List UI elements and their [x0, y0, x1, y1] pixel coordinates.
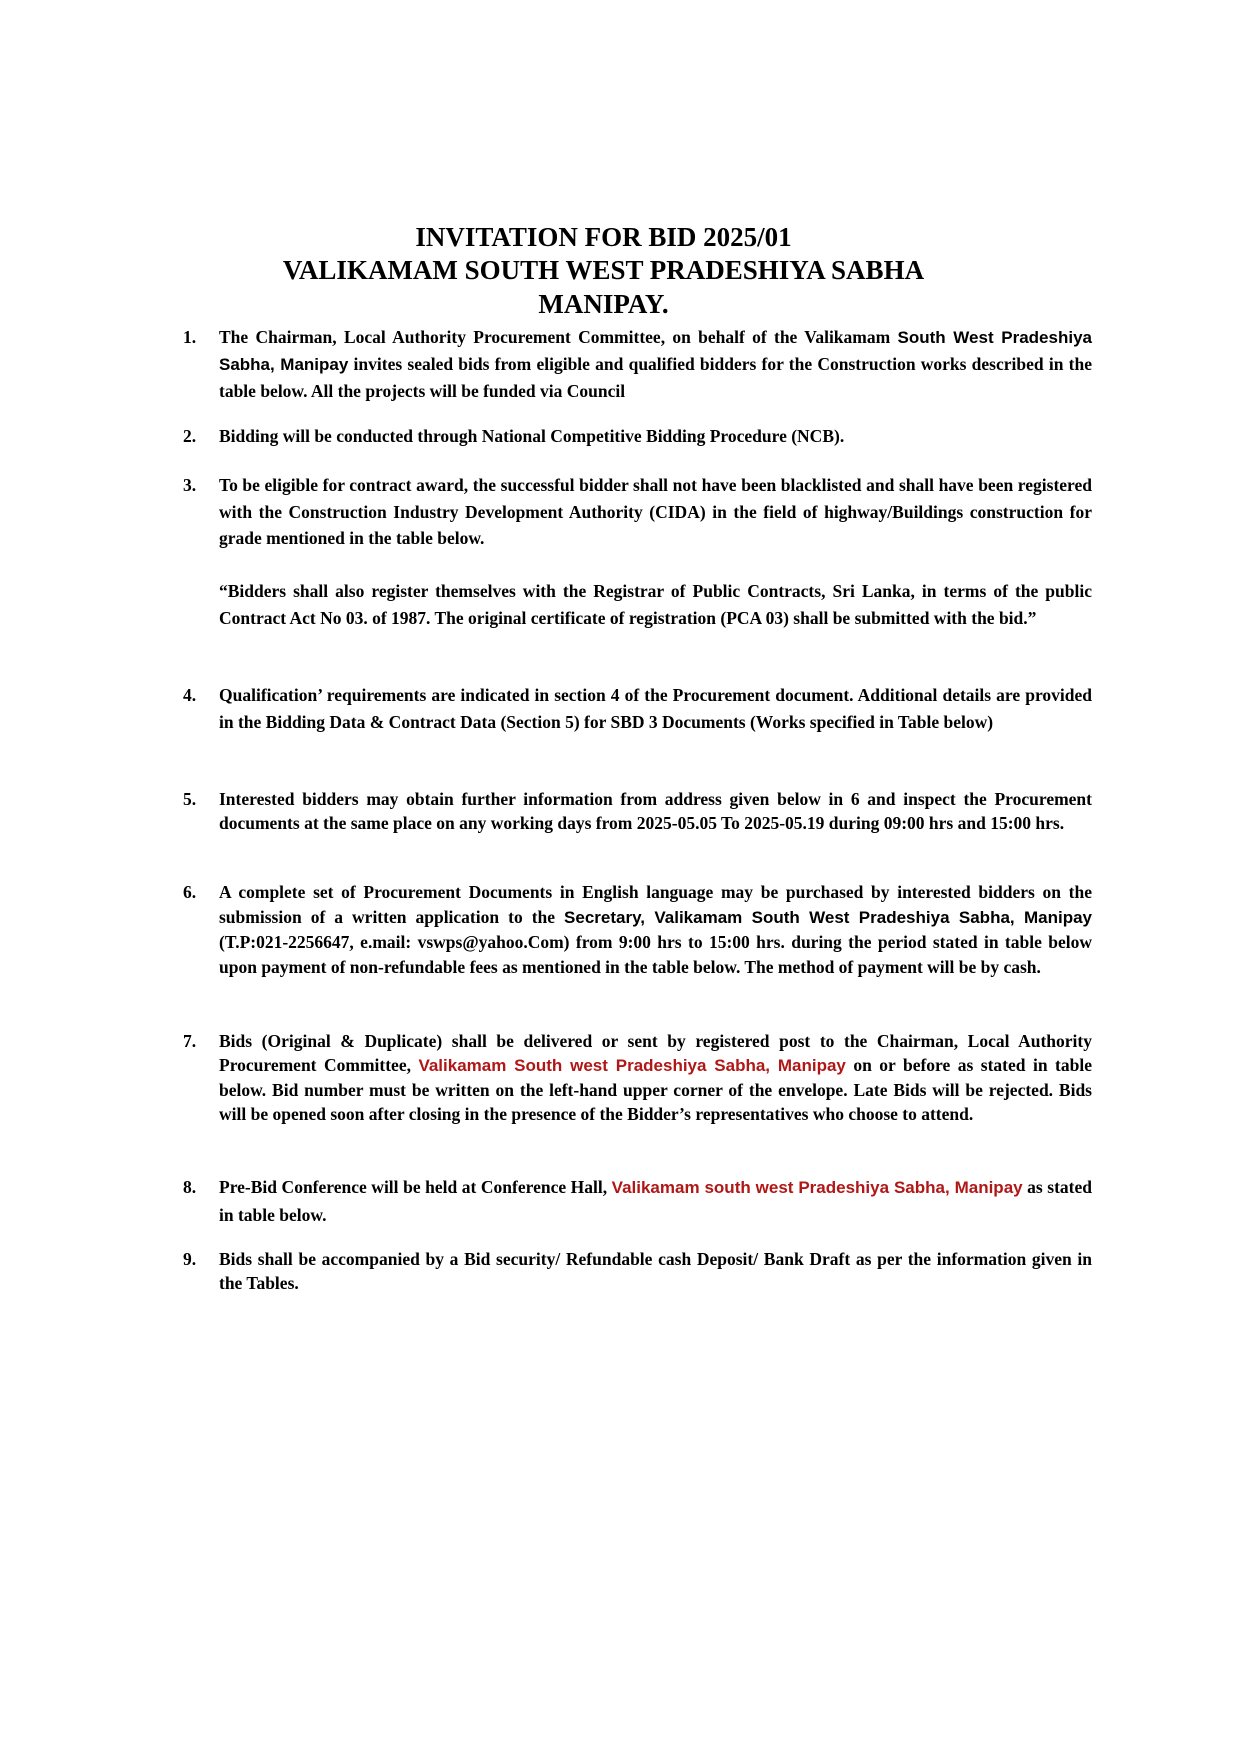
text-segment: invites sealed bids from eligible and qualified bidders for the Construction works described in the table below. All the projects will be funded via Council — [219, 354, 1092, 401]
list-item-5 — [183, 788, 1092, 835]
list-item-number: 4. — [183, 685, 197, 705]
list-item-3 — [183, 472, 1092, 552]
list-item-number: 1. — [183, 327, 197, 347]
list-item-text — [219, 324, 1092, 404]
text-segment: A complete set of Procurement Documents in English language may be purchased by interested bidders on the submission of a written application to the — [219, 882, 1092, 927]
list-item-text — [219, 880, 1092, 980]
list-item-4 — [183, 682, 1092, 735]
organization-name: VALIKAMAM SOUTH WEST PRADESHIYA SABHA — [282, 255, 925, 285]
document-title: INVITATION FOR BID 2025/01 — [415, 222, 792, 252]
list-item-3-quote — [183, 578, 1092, 632]
list-item-text — [219, 1029, 1092, 1126]
list-item-text — [219, 1174, 1092, 1228]
text-segment: as stated in table below. — [219, 1177, 1092, 1225]
list-item-text: Bids shall be accompanied by a Bid security/ Refundable cash Deposit/ Bank Draft as per the information given in the Tables. — [219, 1249, 1092, 1293]
list-item-number: 3. — [183, 475, 197, 495]
text-segment: Pre-Bid Conference will be held at Conference Hall, — [219, 1177, 612, 1197]
list-item-text: Bidding will be conducted through National Competitive Bidding Procedure (NCB). — [219, 426, 845, 446]
text-segment: The Chairman, Local Authority Procurement Committee, on behalf of the Valikamam — [219, 327, 898, 347]
organization-location: MANIPAY. — [538, 289, 669, 319]
text-segment: on or before as stated in table below. Bid number must be written on the left-hand upper corner of the envelope. Late Bids will be rejected. Bids will be opened soon after closing in the presence of the Bidder’s representatives who choose to attend. — [219, 1055, 1092, 1124]
organization-reference-highlight: Valikamam south west Pradeshiya Sabha, Manipay — [611, 1178, 1023, 1197]
list-item-6 — [183, 880, 1092, 980]
list-item-text: To be eligible for contract award, the successful bidder shall not have been blacklisted and shall have been registered with the Construction Industry Development Authority (CIDA) in the field of highway/Buildings construction for grade mentioned in the table below. — [219, 475, 1092, 548]
list-item-2 — [183, 424, 1092, 448]
text-segment: (T.P:021-2256647, e.mail: vswps@yahoo.Com) from 9:00 hrs to 15:00 hrs. during the period stated in table below upon payment of non-refundable fees as mentioned in the table below. The method of payment will be by cash. — [219, 932, 1092, 977]
list-item-number: 2. — [183, 426, 197, 446]
list-item-9 — [183, 1248, 1092, 1295]
text-segment: Bids (Original & Duplicate) shall be delivered or sent by registered post to the Chairman, Local Authority Procurement Committee, — [219, 1031, 1092, 1075]
list-item-number: 7. — [183, 1031, 197, 1051]
organization-reference: South West Pradeshiya Sabha, Manipay — [219, 328, 1092, 374]
list-item-number: 5. — [183, 789, 197, 809]
organization-reference: Secretary, Valikamam South West Pradeshiya Sabha, Manipay — [564, 908, 1093, 927]
list-item-text: Qualification’ requirements are indicated in section 4 of the Procurement document. Additional details are provided in the Bidding Data & Contract Data (Section 5) for SBD 3 Documents (Works specified in Table below) — [219, 685, 1092, 732]
list-item-1 — [183, 324, 1092, 404]
list-item-number: 6. — [183, 882, 197, 902]
list-item-number: 9. — [183, 1249, 197, 1269]
quoted-paragraph: “Bidders shall also register themselves with the Registrar of Public Contracts, Sri Lanka, in terms of the public Contract Act No 03. of 1987. The original certificate of registration (PCA 03) shall be submitted with the bid.” — [219, 581, 1092, 628]
list-item-text: Interested bidders may obtain further information from address given below in 6 and inspect the Procurement documents at the same place on any working days from 2025-05.05 To 2025-05.19 during 09:00 hrs and 15:00 hrs. — [219, 789, 1092, 833]
list-item-7 — [183, 1029, 1092, 1126]
organization-reference-highlight: Valikamam South west Pradeshiya Sabha, Manipay — [418, 1056, 846, 1075]
list-item-8 — [183, 1174, 1092, 1228]
list-item-number: 8. — [183, 1177, 197, 1197]
